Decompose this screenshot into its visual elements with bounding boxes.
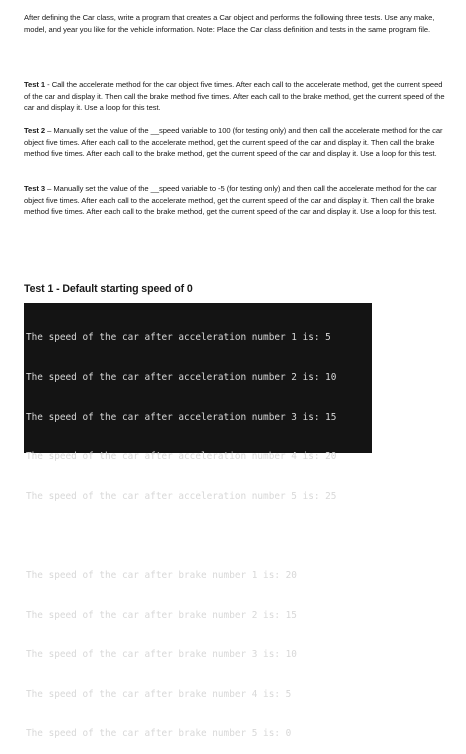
terminal-line-accel-2: The speed of the car after acceleration number 2 is: 10 <box>26 372 337 383</box>
terminal-line-brake-3: The speed of the car after brake number 3 is: 10 <box>26 649 297 661</box>
test-2-paragraph <box>24 125 448 160</box>
test-1-label: Test 1 <box>24 80 46 89</box>
terminal-line-brake-4: The speed of the car after brake number 4 is: 5 <box>26 688 292 700</box>
test-3-text: – Manually set the value of the __speed variable to -5 (for testing only) and then call the accelerate method for the car object five times. After each call to the accelerate method, get the current speed of the car and display it. Then call the brake method five times. After each call to the brake method, get the current speed of the car and display it. Use a loop for this test. <box>24 184 437 217</box>
test-3-label: Test 3 <box>24 184 46 193</box>
terminal-blank-line <box>26 529 372 542</box>
test-1-paragraph <box>24 79 448 114</box>
terminal-line-accel-4: The speed of the car after acceleration number 4 is: 20 <box>26 451 337 463</box>
terminal-line-accel-3: The speed of the car after acceleration number 3 is: 15 <box>26 411 337 423</box>
test-2-text: – Manually set the value of the __speed variable to 100 (for testing only) and then call the accelerate method for the car object five times. After each call to the accelerate method, get the current speed of the car and display it. Then call the brake method five times. After each call to the brake method, get the current speed of the car and display it. Use a loop for this test. <box>24 126 443 159</box>
terminal-line-accel-1: The speed of the car after acceleration number 1 is: 5 <box>26 332 331 344</box>
assignment-document <box>24 12 448 217</box>
test-1-text: - Call the accelerate method for the car object five times. After each call to the accelerate method, get the current speed of the car and display it. Then call the brake method five times. After each call to the brake method, get the current speed of the car and display it. Use a loop for this test. <box>24 80 445 113</box>
test-2-label: Test 2 <box>24 126 46 135</box>
terminal-line-brake-5: The speed of the car after brake number 5 is: 0 <box>26 728 292 740</box>
output-heading: Test 1 - Default starting speed of 0 <box>24 283 193 295</box>
terminal-line-brake-1: The speed of the car after brake number 1 is: 20 <box>26 569 297 581</box>
intro-paragraph: After defining the Car class, write a program that creates a Car object and performs the following three tests. Use any make, model, and year you like for the vehicle information. Note: Place the Car class definition and tests in the same program file. <box>24 13 435 34</box>
terminal-line-accel-5: The speed of the car after acceleration number 5 is: 25 <box>26 490 337 502</box>
test-3-paragraph <box>24 183 448 218</box>
terminal-line-brake-2: The speed of the car after brake number 2 is: 15 <box>26 609 297 621</box>
terminal-output <box>24 303 372 740</box>
